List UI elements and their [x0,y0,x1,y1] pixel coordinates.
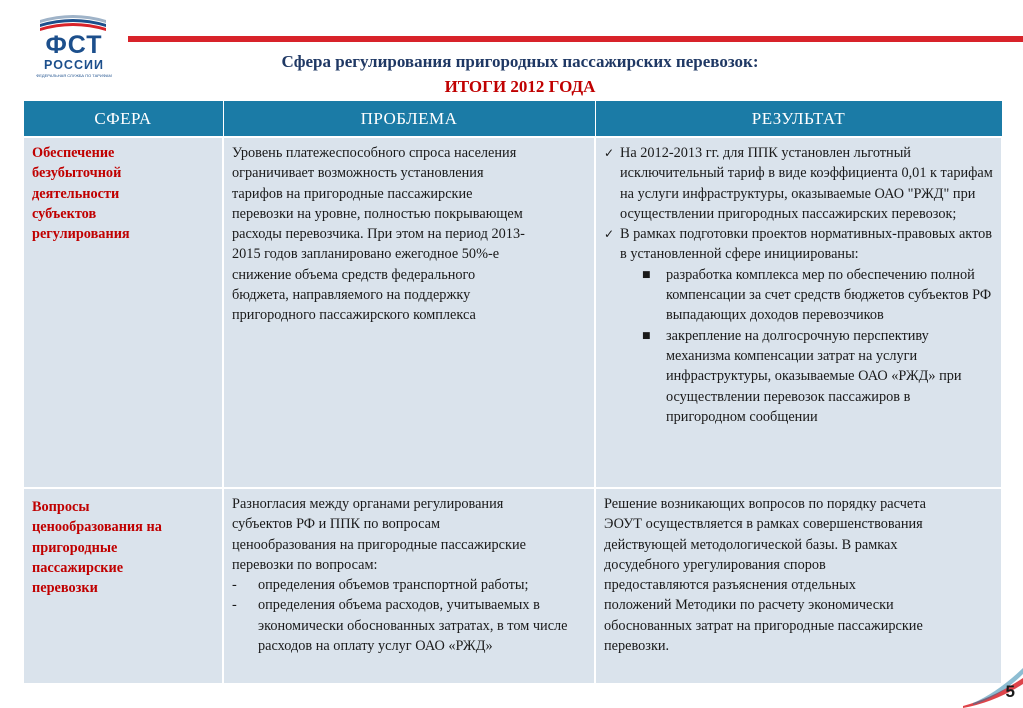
problem-line: тарифов на пригородные пассажирские [232,185,473,202]
result-line: перевозки. [604,638,670,655]
problem-line: перевозки по вопросам: [232,556,378,573]
problem-cell [223,137,595,488]
result-sub-item [642,265,993,326]
square-bullet-icon: ■ [642,269,651,280]
header-problem: ПРОБЛЕМА [223,101,595,138]
sphere-line: деятельности [32,185,120,202]
flag-stripes-icon [38,12,108,32]
problem-line: 2015 годов запланировано ежегодное 50%-е [232,246,500,263]
page-number: 5 [1005,682,1015,701]
table-header-row [23,101,1002,138]
page-subtitle: ИТОГИ 2012 ГОДА [444,77,596,96]
sphere-line: пригородные [32,539,118,556]
logo-text-main: ФСТ [45,31,103,59]
fst-logo [28,10,120,82]
problem-line: расходы перевозчика. При этом на период 2013- [232,226,525,243]
problem-line: Уровень платежеспособного спроса населения [232,145,517,161]
table-row [23,137,1002,488]
problem-cell [223,488,595,684]
table-row [23,488,1002,684]
result-line: обоснованных затрат на пригородные пассажирские [604,617,923,634]
result-sub-item [642,326,993,427]
result-line: действующей методологической базы. В рамках [604,536,898,553]
results-table [22,100,1003,685]
problem-line: бюджета, направляемого на поддержку [232,287,471,304]
sphere-line: ценообразования на [32,519,162,536]
problem-dash-text: определения объема расходов, учитываемых в экономически обоснованных затратах, в том числе расходов на оплату услуг ОАО «РЖД» [258,597,568,655]
problem-line: ценообразования на пригородные пассажирские [232,536,526,553]
result-sub-text: закрепление на долгосрочную перспективу механизма компенсации затрат на услуги инфраструктуры, оказываемые ОАО «РЖД» при осуществлении перевозок пассажиров в пригородном сообщении [666,327,962,425]
sphere-line: пассажирские [32,559,124,576]
result-text: На 2012-2013 гг. для ППК установлен льготный исключительный тариф в виде коэффициента 0,01 к тарифам на услуги инфраструктуры, оказываемые ОАО "РЖД" при осуществлении пригородных пассажирских перевозок; [620,145,993,222]
problem-line: Разногласия между органами регулирования [232,496,504,512]
sphere-line: Обеспечение [32,145,115,161]
logo-text-sub: РОССИИ [44,58,104,72]
problem-line: снижение объема средств федерального [232,266,476,283]
result-line: Решение возникающих вопросов по порядку расчета [604,496,926,512]
result-cell [595,488,1002,684]
problem-line: субъектов РФ и ППК по вопросам [232,516,441,533]
header-result: РЕЗУЛЬТАТ [595,101,1002,138]
sphere-line: перевозки [32,580,98,597]
result-line: ЭОУТ осуществляется в рамках совершенствования [604,516,923,533]
result-sub-text: разработка комплекса мер по обеспечению полной компенсации за счет средств бюджетов субъектов РФ выпадающих доходов перевозчиков [666,266,992,324]
problem-dash-text: определения объемов транспортной работы; [258,577,529,594]
header-red-line [128,36,1023,42]
logo-text-small: ФЕДЕРАЛЬНАЯ СЛУЖБА ПО ТАРИФАМ [36,73,112,78]
result-check-item [604,224,993,265]
result-line: положений Методики по расчету экономически [604,597,894,614]
problem-line: ограничивает возможность установления [232,165,484,182]
dash-bullet-icon: - [232,597,237,614]
sphere-line: Вопросы [32,499,90,515]
square-bullet-icon: ■ [642,330,651,341]
sphere-cell [23,137,223,488]
header-sphere: СФЕРА [23,101,223,138]
sphere-line: безубыточной [32,165,122,182]
sphere-cell [23,488,223,684]
result-text: В рамках подготовки проектов нормативных-правовых актов в установленной сфере инициированы: [620,226,993,263]
problem-dash-item [232,575,586,595]
checkmark-icon: ✓ [604,227,615,242]
result-check-item [604,143,993,224]
result-cell [595,137,1002,488]
dash-bullet-icon: - [232,577,237,594]
sphere-line: регулирования [32,226,130,243]
problem-line: перевозки на уровне, полностью покрывающем [232,205,523,222]
result-line: досудебного урегулирования споров [604,556,826,573]
problem-line: пригородного пассажирского комплекса [232,307,476,324]
page-title: Сфера регулирования пригородных пассажирских перевозок: [281,52,759,71]
result-line: предоставляются разъяснения отдельных [604,577,856,594]
sphere-line: субъектов [32,205,97,222]
checkmark-icon: ✓ [604,146,615,160]
problem-dash-item [232,595,586,656]
